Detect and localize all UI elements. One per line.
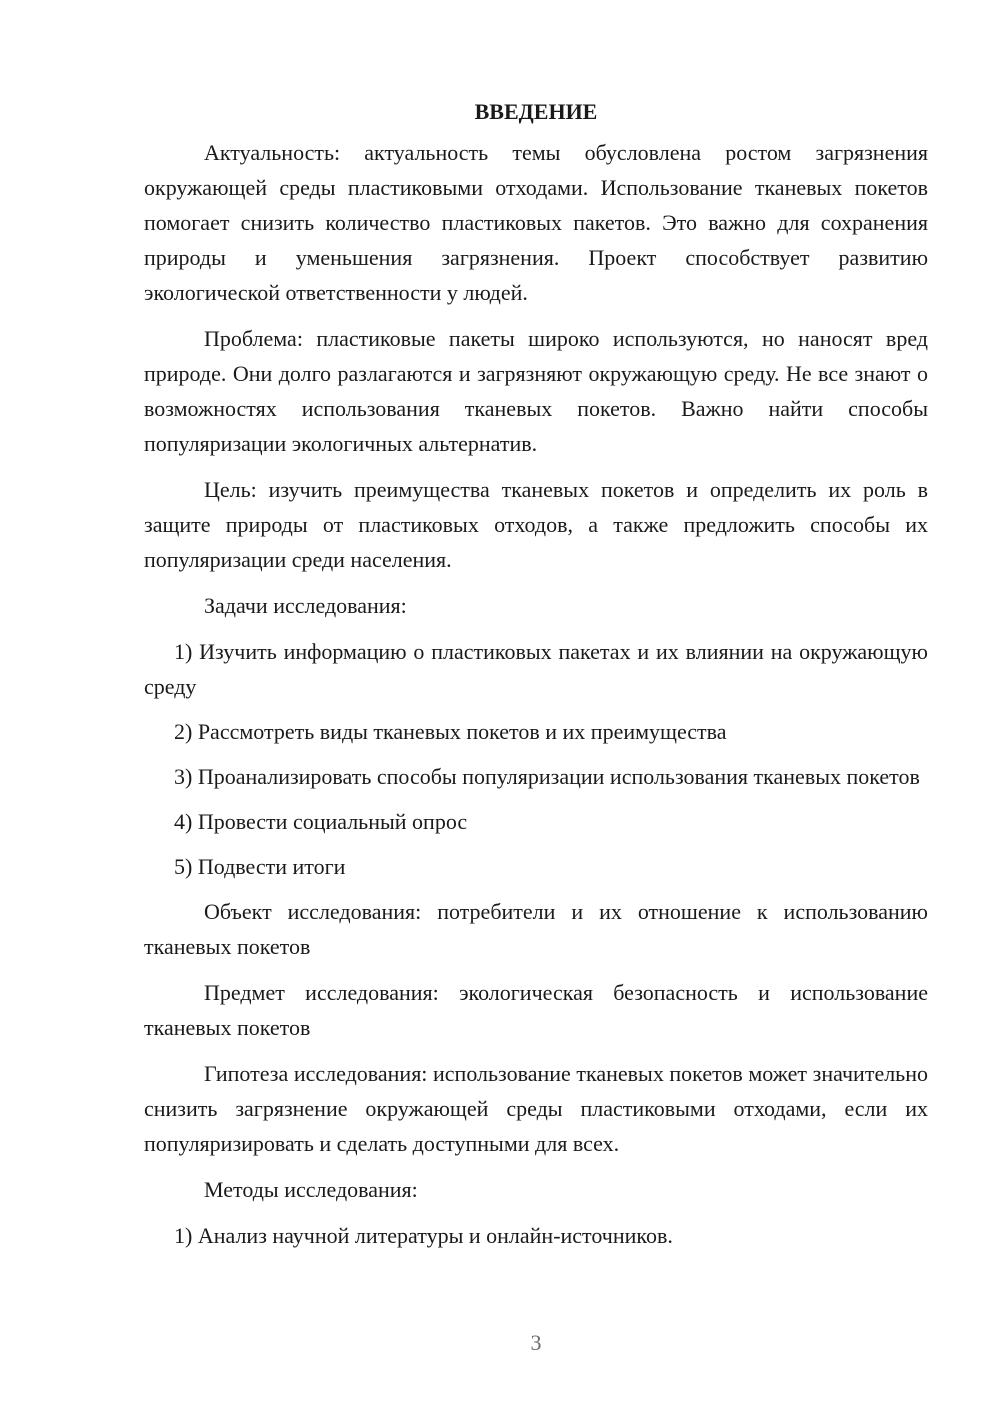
hypothesis-paragraph: Гипотеза исследования: использование тканевых покетов может значительно снизить загрязнение окружающей среды пластиковыми отходами, если их популяризировать и сделать доступными для всех. bbox=[144, 1061, 928, 1156]
object-paragraph: Объект исследования: потребители и их отношение к использованию тканевых покетов bbox=[144, 899, 928, 959]
page-number: 3 bbox=[530, 1330, 542, 1355]
method-item-1: 1) Анализ научной литературы и онлайн-источников. bbox=[174, 1223, 673, 1248]
task-item-2: 2) Рассмотреть виды тканевых покетов и их преимущества bbox=[174, 719, 727, 744]
page-title: ВВЕДЕНИЕ bbox=[474, 99, 598, 124]
task-item-5: 5) Подвести итоги bbox=[174, 854, 346, 879]
document-page bbox=[144, 94, 928, 1263]
relevance-paragraph: Актуальность: актуальность темы обусловлена ростом загрязнения окружающей среды пластиковыми отходами. Использование тканевых покетов помогает снизить количество пластиковых пакетов. Это важно для сохранения природы и уменьшения загрязнения. Проект способствует развитию экологической ответственности у людей. bbox=[144, 140, 928, 305]
subject-paragraph: Предмет исследования: экологическая безопасность и использование тканевых покетов bbox=[144, 980, 928, 1040]
task-item-4: 4) Провести социальный опрос bbox=[174, 809, 468, 834]
tasks-heading: Задачи исследования: bbox=[204, 593, 407, 618]
methods-heading: Методы исследования: bbox=[204, 1177, 418, 1202]
problem-paragraph: Проблема: пластиковые пакеты широко используются, но наносят вред природе. Они долго разлагаются и загрязняют окружающую среду. Не все знают о возможностях использования тканевых покетов. Важно найти способы популяризации экологичных альтернатив. bbox=[144, 326, 928, 456]
task-item-3: 3) Проанализировать способы популяризации использования тканевых покетов bbox=[174, 764, 920, 789]
task-item-1: 1) Изучить информацию о пластиковых пакетах и их влиянии на окружающую среду bbox=[144, 639, 928, 699]
goal-paragraph: Цель: изучить преимущества тканевых покетов и определить их роль в защите природы от пластиковых отходов, а также предложить способы их популяризации среди населения. bbox=[144, 477, 928, 572]
